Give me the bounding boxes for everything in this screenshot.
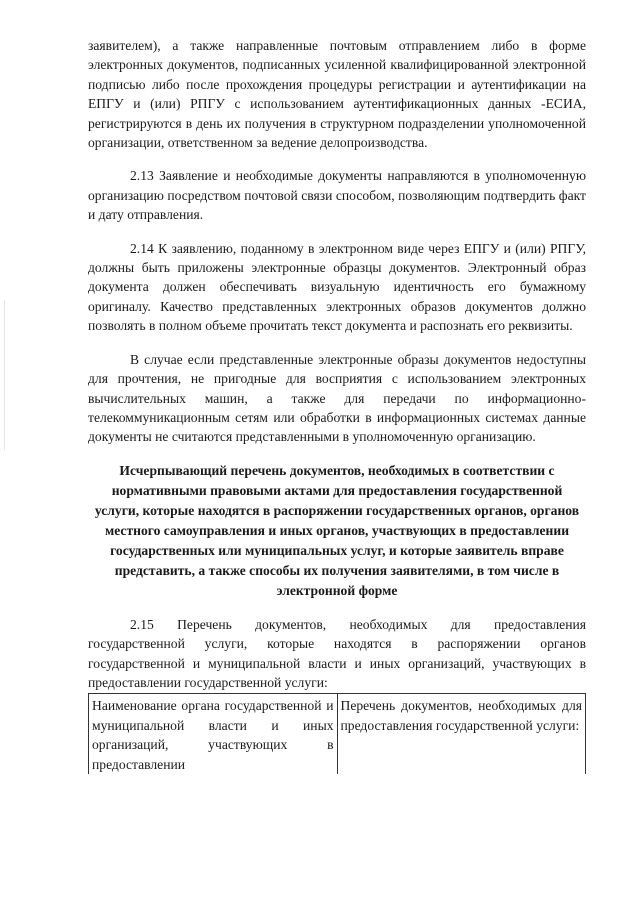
table-header-organ: Наименование органа государственной и муниципальной власти и иных организаций, участвующих в предоставлении (89, 694, 338, 774)
paragraph-unreadable-images: В случае если представленные электронные образы документов недоступны для прочтения, не пригодные для восприятия с использованием электронных вычислительных машин, а также для передачи по информационно-телекоммуникационным сетям или обработки в информационных системах данные документы не считаются представленными в уполномоченную организацию. (88, 351, 586, 445)
documents-table (88, 693, 586, 774)
paragraph-2-14: 2.14 К заявлению, поданному в электронном виде через ЕПГУ и (или) РПГУ, должны быть приложены электронные образцы документов. Электронный образ документа должен обеспечивать визуальную идентичность его бумажному оригиналу. Качество представленных электронных образов документов должно позволять в полном объеме прочитать текст документа и распознать его реквизиты. (88, 240, 586, 334)
paragraph-2-15: 2.15 Перечень документов, необходимых для предоставления государственной услуги, которые находятся в распоряжении органов государственной и муниципальной власти и иных организаций, участвующих в предоставлении государственной услуги: (88, 616, 586, 690)
paragraph-continuation: заявителем), а также направленные почтовым отправлением либо в форме электронных документов, подписанных усиленной квалифицированной электронной подписью либо после прохождения процедуры регистрации и аутентификации на ЕПГУ и (или) РПГУ с использованием аутентификационных данных -ЕСИА, регистрируются в день их получения в структурном подразделении уполномоченной организации, ответственном за ведение делопроизводства. (88, 38, 586, 151)
paragraph-2-13: 2.13 Заявление и необходимые документы направляются в уполномоченную организацию посредством почтовой связи способом, позволяющим подтвердить факт и дату отправления. (88, 168, 586, 223)
table-header-row (89, 694, 586, 774)
document-page (88, 36, 586, 774)
table-header-documents: Перечень документов, необходимых для предоставления государственной услуги: (337, 694, 586, 774)
section-heading: Исчерпывающий перечень документов, необходимых в соответствии с нормативными правовыми актами для предоставления государственной услуги, которые находятся в распоряжении государственных органов, органов местного самоуправления и иных органов, участвующих в предоставлении государственных или муниципальных услуг, и которые заявитель вправе представить, а также способы их получения заявителями, в том числе в электронной форме (94, 462, 580, 598)
scan-margin-shadow (4, 300, 5, 450)
